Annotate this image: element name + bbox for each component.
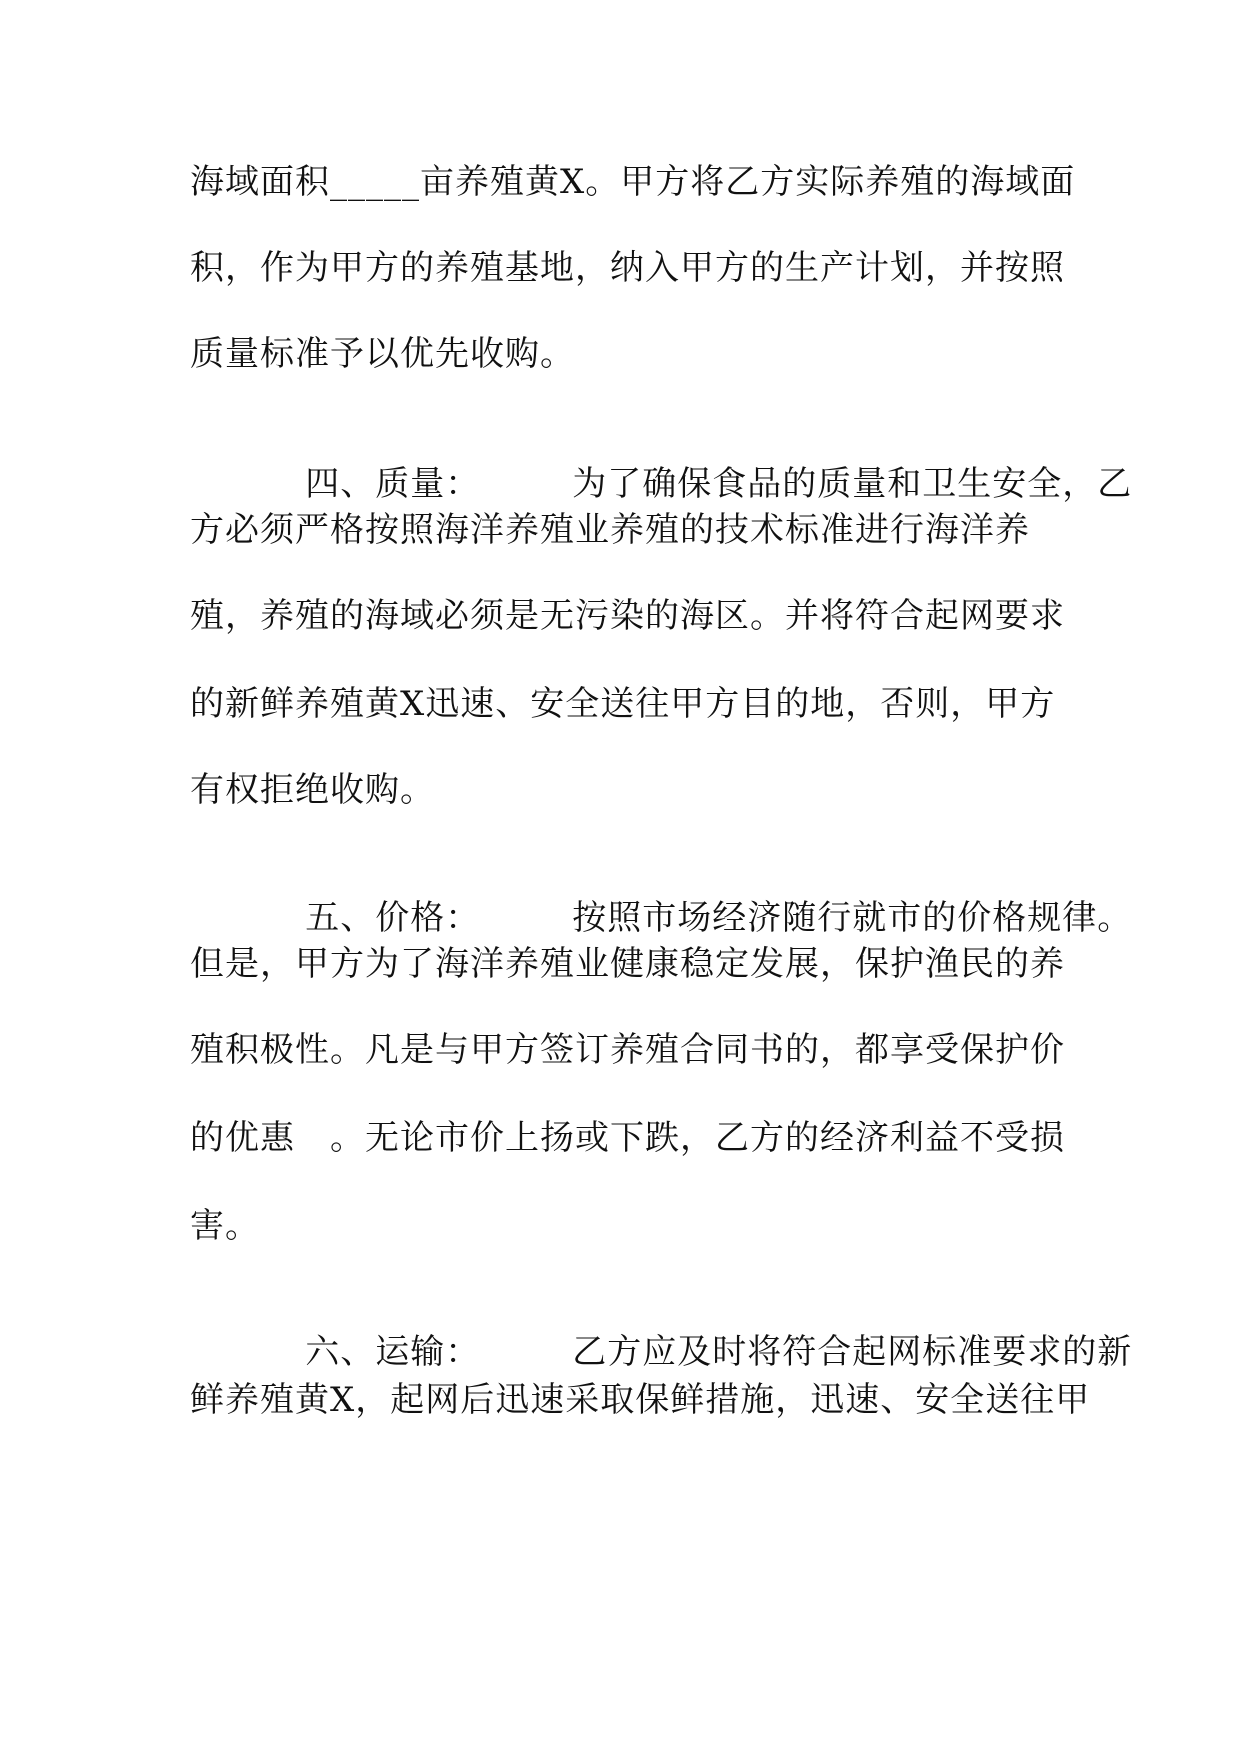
section-4-heading: 四、质量： [305, 464, 481, 504]
section-4-line: 殖，养殖的海域必须是无污染的海区。并将符合起网要求 [190, 596, 1065, 636]
section-6-first-text: 乙方应及时将符合起网标准要求的新 [572, 1332, 1133, 1372]
section-6-line: 鲜养殖黄X，起网后迅速采取保鲜措施，迅速、安全送往甲 [190, 1380, 1091, 1420]
section-5-line: 害。 [190, 1206, 260, 1246]
section-5-line: 但是，甲方为了海洋养殖业健康稳定发展，保护渔民的养 [190, 944, 1065, 984]
section-6-heading: 六、运输： [305, 1332, 481, 1372]
paragraph-line: 积，作为甲方的养殖基地，纳入甲方的生产计划，并按照 [190, 248, 1065, 288]
section-5-line: 的优惠 。无论市价上扬或下跌，乙方的经济利益不受损 [190, 1118, 1065, 1158]
section-5-heading: 五、价格： [305, 898, 481, 938]
section-4-line: 有权拒绝收购。 [190, 770, 435, 810]
section-5-first-text: 按照市场经济随行就市的价格规律。 [572, 898, 1133, 938]
section-4-line: 方必须严格按照海洋养殖业养殖的技术标准进行海洋养 [190, 510, 1030, 550]
section-5-line: 殖积极性。凡是与甲方签订养殖合同书的，都享受保护价 [190, 1030, 1065, 1070]
paragraph-line: 海域面积_____亩养殖黄X。甲方将乙方实际养殖的海域面 [190, 162, 1076, 202]
section-4-first-text: 为了确保食品的质量和卫生安全，乙 [572, 464, 1133, 504]
section-4-line: 的新鲜养殖黄X迅速、安全送往甲方目的地，否则，甲方 [190, 684, 1056, 724]
paragraph-line: 质量标准予以优先收购。 [190, 334, 575, 374]
